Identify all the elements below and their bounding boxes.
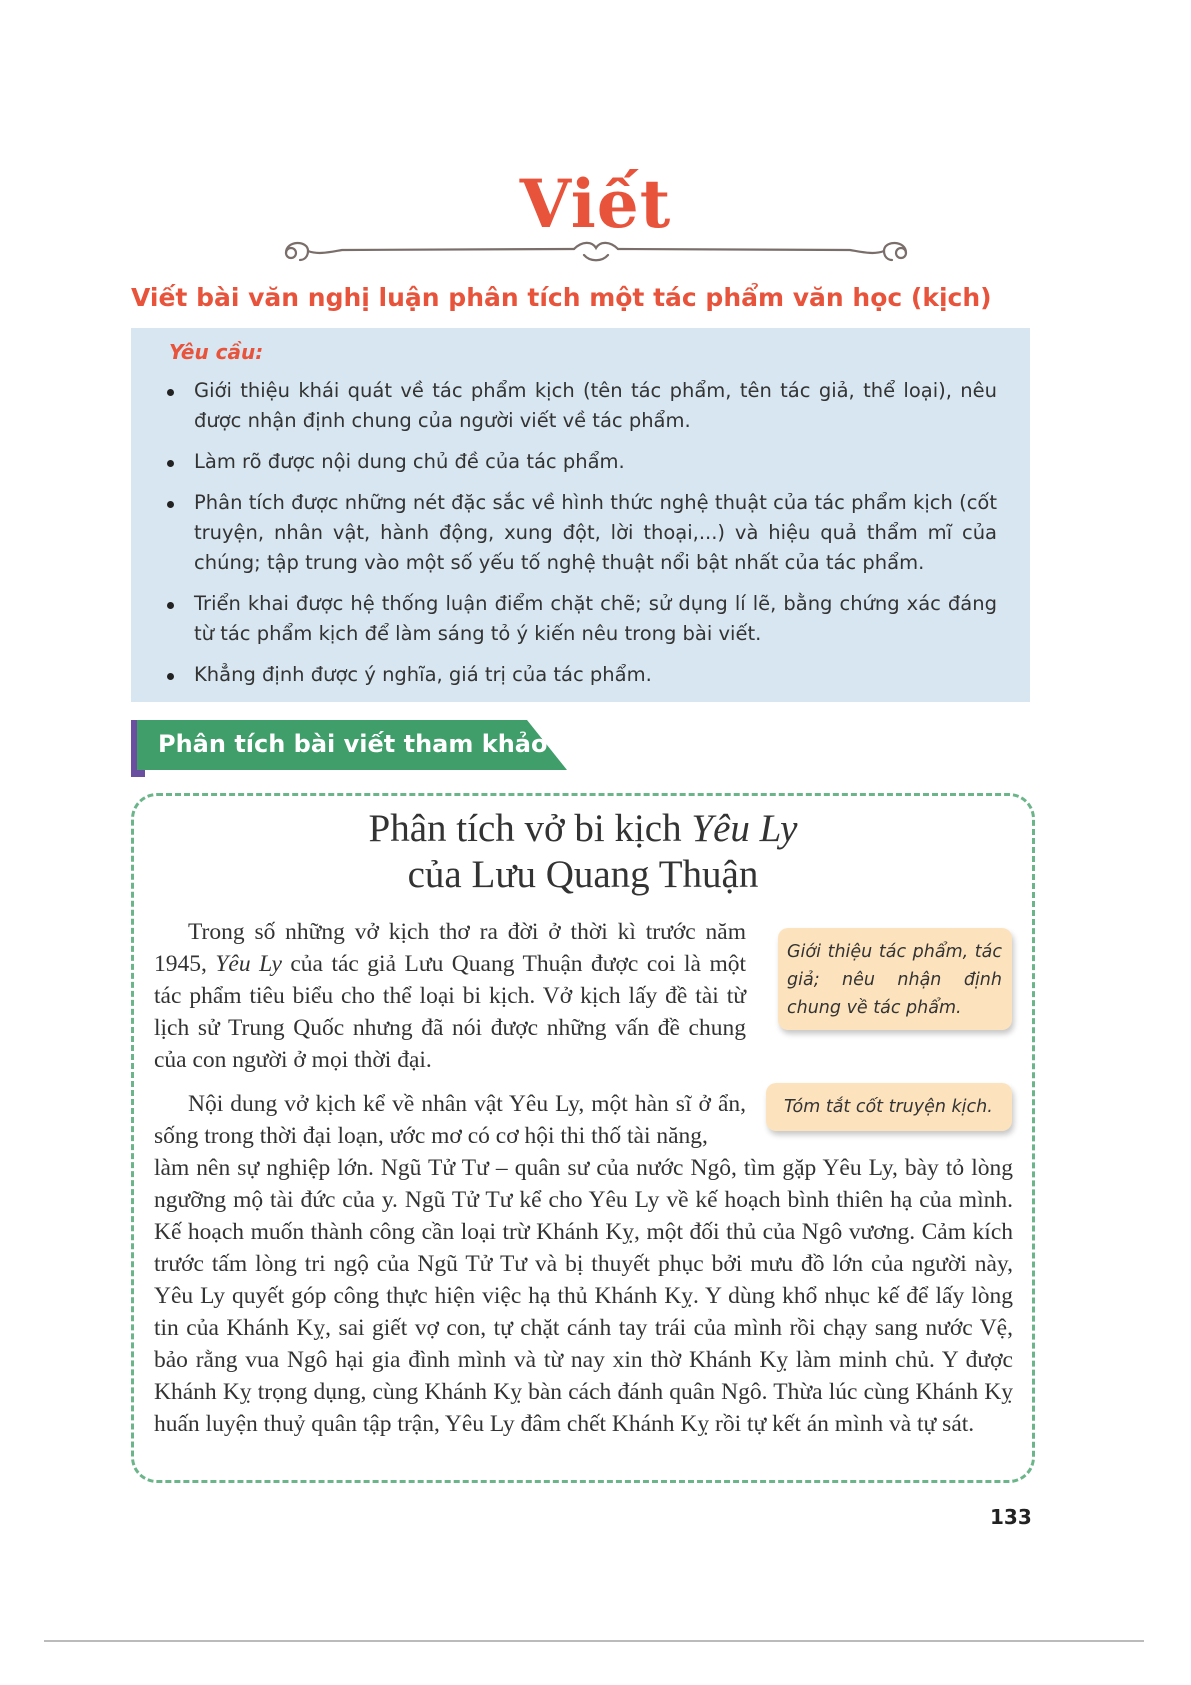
side-note-intro: Giới thiệu tác phẩm, tác giả; nêu nhận định chung về tác phẩm. bbox=[778, 928, 1012, 1030]
requirements-heading: Yêu cầu: bbox=[169, 340, 264, 364]
page-title: Viết bbox=[519, 165, 672, 243]
requirement-item: Khẳng định được ý nghĩa, giá trị của tác phẩm. bbox=[165, 660, 997, 690]
side-note-summary: Tóm tắt cốt truyện kịch. bbox=[766, 1083, 1012, 1131]
footer-rule bbox=[44, 1640, 1144, 1642]
essay-p1-before: Trong số những vở kịch thơ ra đời ở thời kì trước năm 1945, bbox=[154, 919, 746, 977]
requirement-item: Làm rõ được nội dung chủ đề của tác phẩm. bbox=[165, 447, 997, 477]
essay-paragraph-1 bbox=[154, 916, 746, 1076]
requirements-box bbox=[131, 328, 1030, 702]
essay-title bbox=[131, 806, 1035, 898]
essay-title-prefix: Phân tích vở bi kịch bbox=[368, 807, 692, 850]
section-tab-label: Phân tích bài viết tham khảo bbox=[158, 730, 548, 758]
essay-paragraph-2-rest: làm nên sự nghiệp lớn. Ngũ Tử Tư – quân sư của nước Ngô, tìm gặp Yêu Ly, bày tỏ lòng ngưỡng mộ tài đức của y. Ngũ Tử Tư kể cho Yêu Ly về kế hoạch bình thiên hạ của mình. Kế hoạch muốn thành công cần loại trừ Khánh Kỵ, một đối thủ của Ngô vương. Cảm kích trước tấm lòng tri ngộ của Ngũ Tử Tư và bị thuyết phục bởi mưu đồ lớn của người này, Yêu Ly quyết góp công thực hiện việc hạ thủ Khánh Kỵ. Y dùng khổ nhục kế để lấy lòng tin của Khánh Kỵ, sai giết vợ con, tự chặt cánh tay trái của mình rồi chạy sang nước Vệ, bảo rằng vua Ngô hại gia đình mình và từ nay xin thờ Khánh Kỵ làm minh chủ. Y được Khánh Kỵ trọng dụng, cùng Khánh Kỵ bàn cách đánh quân Ngô. Thừa lúc cùng Khánh Kỵ huấn luyện thuỷ quân tập trận, Yêu Ly đâm chết Khánh Kỵ rồi tự kết án mình và tự sát. bbox=[154, 1155, 1013, 1437]
requirement-item: Giới thiệu khái quát về tác phẩm kịch (tên tác phẩm, tên tác giả, thể loại), nêu được nhận định chung của người viết về tác phẩm. bbox=[165, 376, 997, 436]
essay-p1-work: Yêu Ly bbox=[215, 951, 282, 977]
essay-p1-after: của tác giả Lưu Quang Thuận được coi là một tác phẩm tiêu biểu cho thể loại bi kịch. Vở kịch lấy đề tài từ lịch sử Trung Quốc nhưng đã nói được những vấn đề chung của con người ở mọi thời đại. bbox=[154, 951, 747, 1073]
section-subtitle: Viết bài văn nghị luận phân tích một tác phẩm văn học (kịch) bbox=[131, 283, 992, 312]
essay-title-line2: của Lưu Quang Thuận bbox=[407, 853, 759, 896]
page-number: 133 bbox=[990, 1505, 1032, 1529]
requirement-item: Triển khai được hệ thống luận điểm chặt chẽ; sử dụng lí lẽ, bằng chứng xác đáng từ tác phẩm kịch để làm sáng tỏ ý kiến nêu trong bài viết. bbox=[165, 589, 997, 649]
requirements-list bbox=[165, 376, 997, 701]
title-ornament bbox=[278, 236, 914, 266]
essay-title-work: Yêu Ly bbox=[691, 807, 798, 850]
essay-paragraph-2-top: Nội dung vở kịch kể về nhân vật Yêu Ly, một hàn sĩ ở ẩn, sống trong thời đại loạn, ước mơ có cơ hội thi thố tài năng, bbox=[154, 1091, 746, 1149]
requirement-item: Phân tích được những nét đặc sắc về hình thức nghệ thuật của tác phẩm kịch (cốt truyện, nhân vật, hành động, xung đột, lời thoại,...) và hiệu quả thẩm mĩ của chúng; tập trung vào một số yếu tố nghệ thuật nổi bật nhất của tác phẩm. bbox=[165, 488, 997, 578]
